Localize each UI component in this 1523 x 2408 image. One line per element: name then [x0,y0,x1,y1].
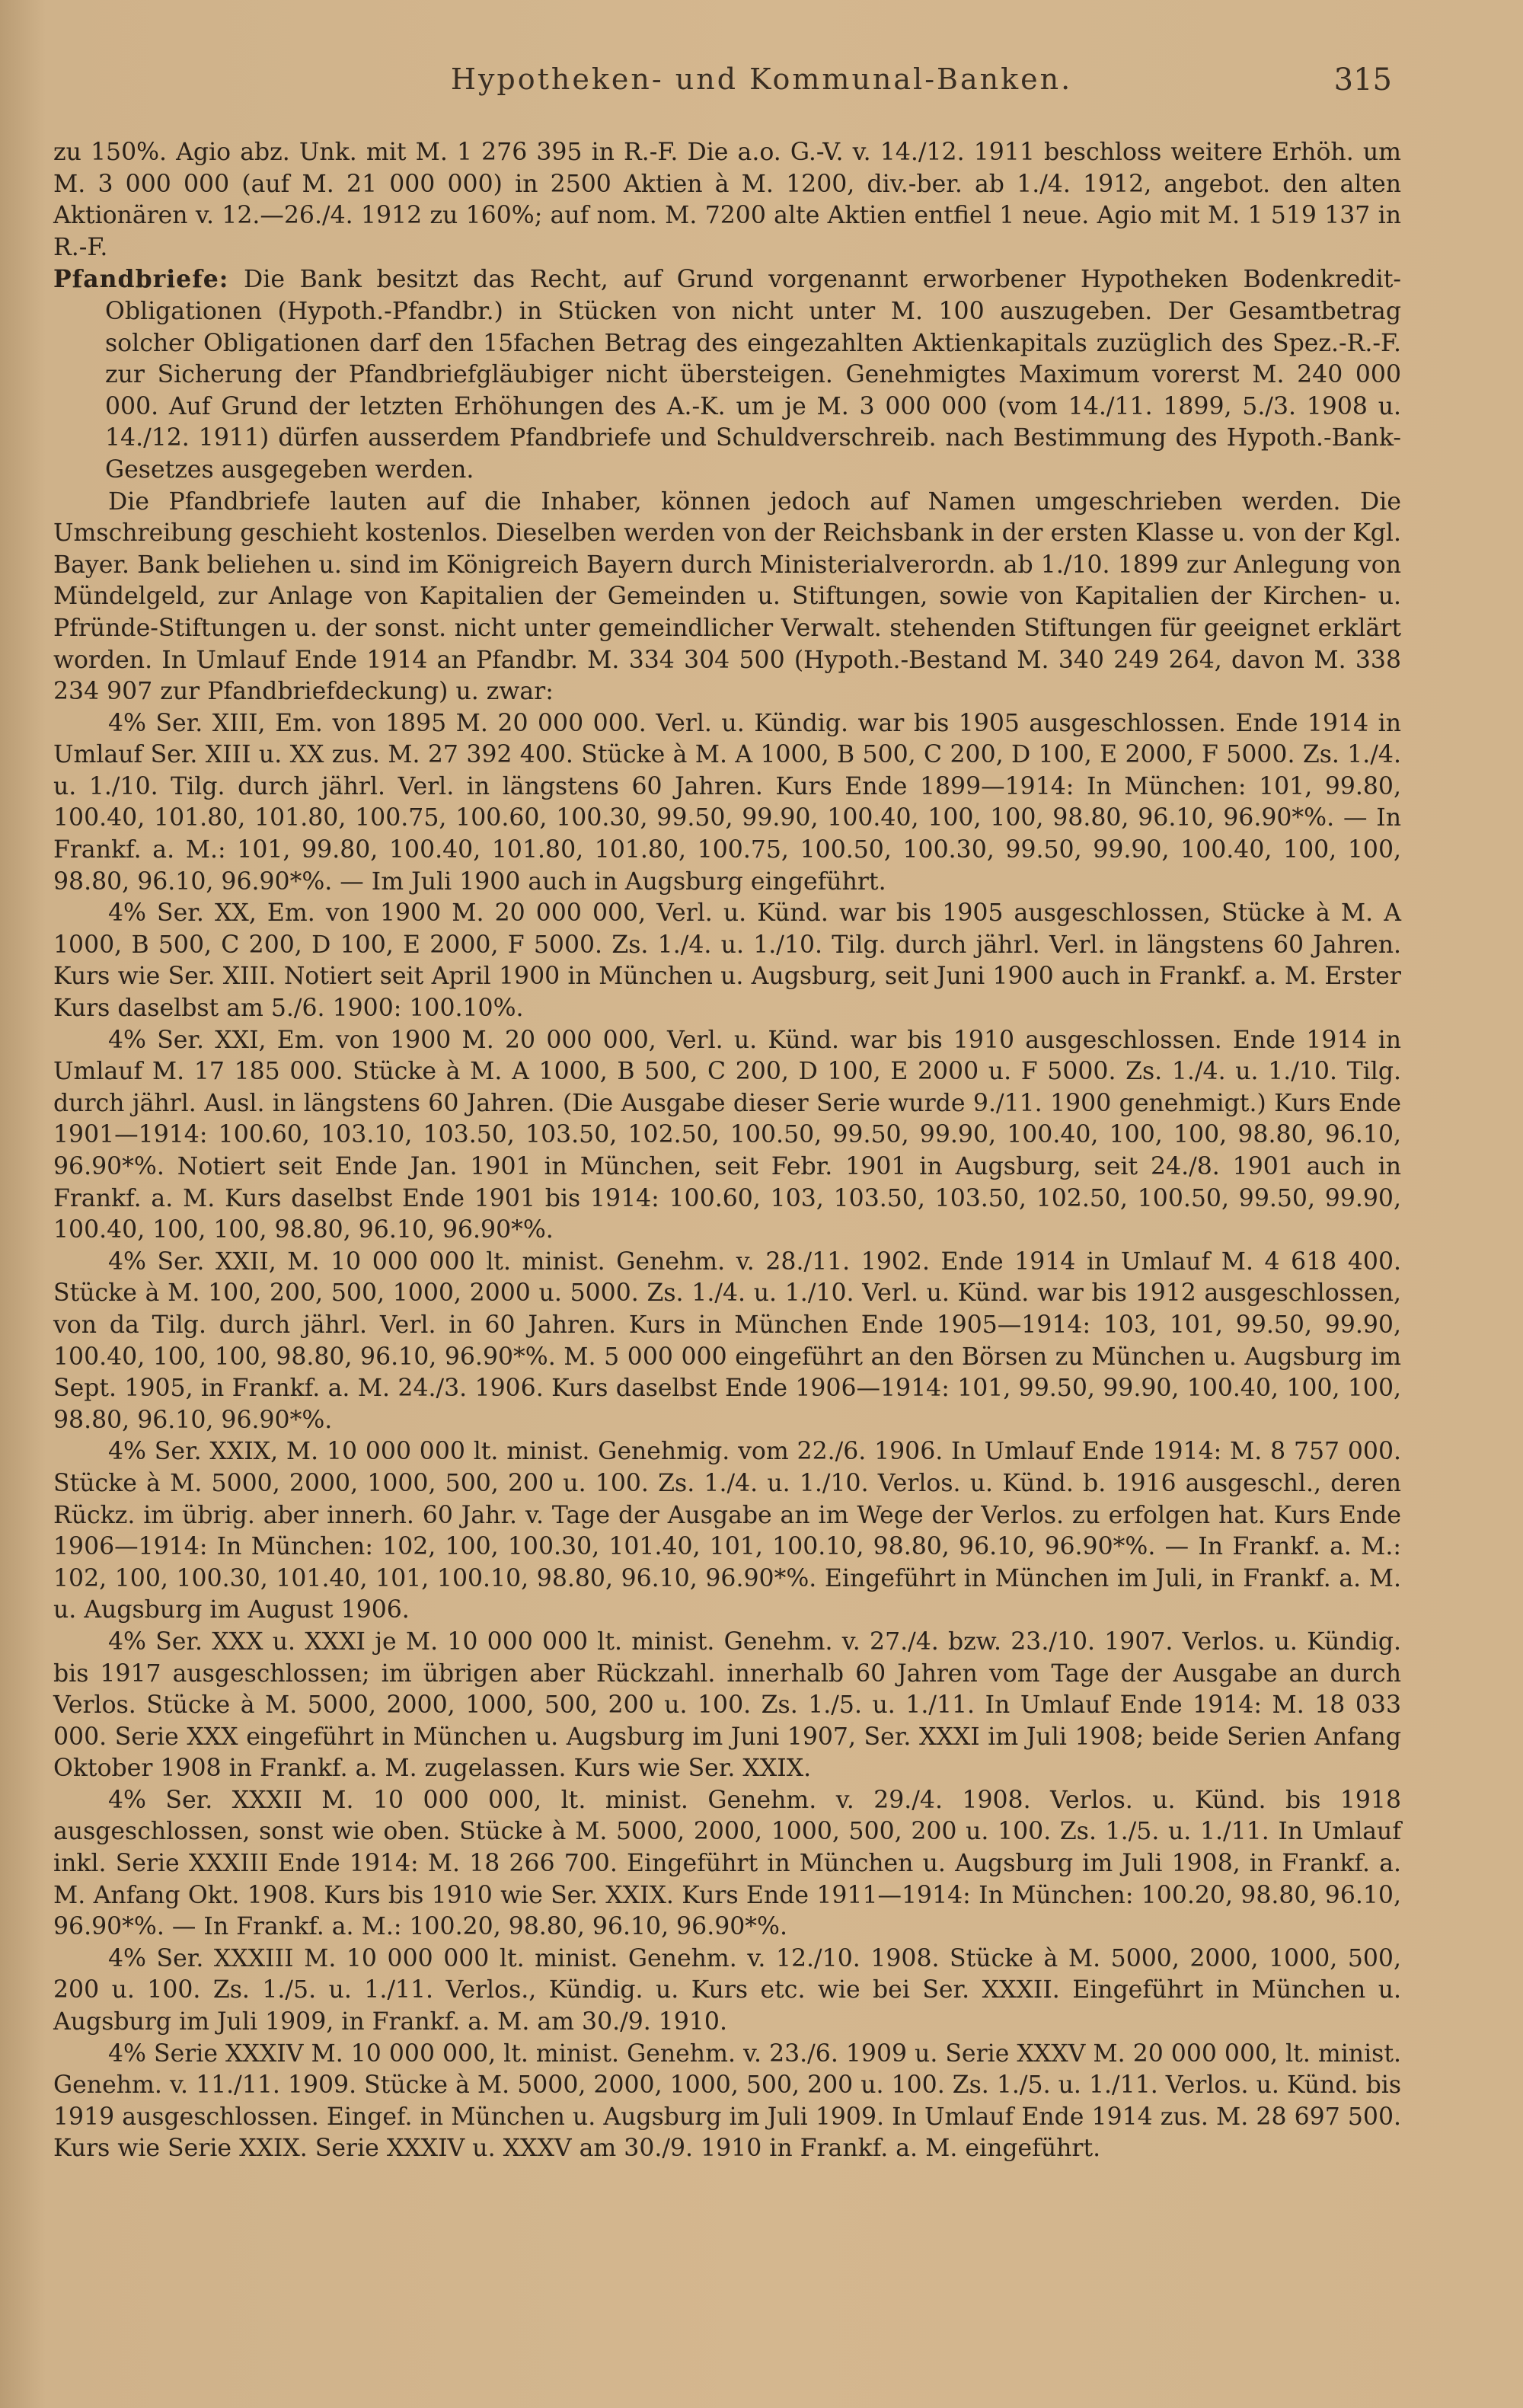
paragraph-ser-xxii: 4% Ser. XXII, M. 10 000 000 lt. minist. Genehm. v. 28./11. 1902. Ende 1914 in Umlauf M. 4 618 400. Stücke à M. 100, 200, 500, 1000, 2000 u. 5000. Zs. 1./4. u. 1./10. Verl. u. Künd. war bis 1912 ausgeschlossen, von da Tilg. durch jährl. Verl. in 60 Jahren. Kurs in München Ende 1905—1914: 103, 101, 99.50, 99.90, 100.40, 100, 100, 98.80, 96.10, 96.90*%. M. 5 000 000 eingeführt an den Börsen zu München u. Augsburg im Sept. 1905, in Frankf. a. M. 24./3. 1906. Kurs daselbst Ende 1906—1914: 101, 99.50, 99.90, 100.40, 100, 100, 98.80, 96.10, 96.90*%. [53,1247,1401,1434]
body-text [53,137,1401,2376]
paragraph-ser-xxxiii: 4% Ser. XXXIII M. 10 000 000 lt. minist. Genehm. v. 12./10. 1908. Stücke à M. 5000, 2000, 1000, 500, 200 u. 100. Zs. 1./5. u. 1./11. Verlos., Kündig. u. Kurs etc. wie bei Ser. XXXII. Eingeführt in München u. Augsburg im Juli 1909, in Frankf. a. M. am 30./9. 1910. [53,1944,1401,2036]
paragraph-ser-xxxii: 4% Ser. XXXII M. 10 000 000, lt. minist. Genehm. v. 29./4. 1908. Verlos. u. Künd. bis 1918 ausgeschlossen, sonst wie oben. Stücke à M. 5000, 2000, 1000, 500, 200 u. 100. Zs. 1./5. u. 1./11. In Umlauf inkl. Serie XXXIII Ende 1914: M. 18 266 700. Eingeführt in München u. Augsburg im Juli 1908, in Frankf. a. M. Anfang Okt. 1908. Kurs bis 1910 wie Ser. XXIX. Kurs Ende 1911—1914: In München: 100.20, 98.80, 96.10, 96.90*%. — In Frankf. a. M.: 100.20, 98.80, 96.10, 96.90*%. [53,1786,1401,1941]
pfandbriefe-text: Die Bank besitzt das Recht, auf Grund vorgenannt erworbener Hypotheken Bodenkredit-Obligationen (Hypoth.-Pfandbr.) in Stücken von nicht unter M. 100 auszugeben. Der Gesamtbetrag solcher Obligationen darf den 15fachen Betrag des eingezahlten Aktienkapitals zuzüglich des Spez.-R.-F. zur Sicherung der Pfandbriefgläubiger nicht übersteigen. Genehmigtes Maximum vorerst M. 240 000 000. Auf Grund der letzten Erhöhungen des A.-K. um je M. 3 000 000 (vom 14./11. 1899, 5./3. 1908 u. 14./12. 1911) dürfen ausserdem Pfandbriefe und Schuldverschreib. nach Bestimmung des Hypoth.-Bank-Gesetzes ausgegeben werden. [105,266,1401,484]
paragraph-ser-xxxiv-xxxv: 4% Serie XXXIV M. 10 000 000, lt. minist. Genehm. v. 23./6. 1909 u. Serie XXXV M. 20 000 000, lt. minist. Genehm. v. 11./11. 1909. Stücke à M. 5000, 2000, 1000, 500, 200 u. 100. Zs. 1./5. u. 1./11. Verlos. u. Künd. bis 1919 ausgeschlossen. Eingef. in München u. Augsburg im Juli 1909. In Umlauf Ende 1914 zus. M. 28 697 500. Kurs wie Serie XXIX. Serie XXXIV u. XXXV am 30./9. 1910 in Frankf. a. M. eingeführt. [53,2039,1401,2163]
paragraph-ser-xxi: 4% Ser. XXI, Em. von 1900 M. 20 000 000, Verl. u. Künd. war bis 1910 ausgeschlossen. Ende 1914 in Umlauf M. 17 185 000. Stücke à M. A 1000, B 500, C 200, D 100, E 2000 u. F 5000. Zs. 1./4. u. 1./10. Tilg. durch jährl. Ausl. in längstens 60 Jahren. (Die Ausgabe dieser Serie wurde 9./11. 1900 genehmigt.) Kurs Ende 1901—1914: 100.60, 103.10, 103.50, 103.50, 102.50, 100.50, 99.50, 99.90, 100.40, 100, 100, 98.80, 96.10, 96.90*%. Notiert seit Ende Jan. 1901 in München, seit Febr. 1901 in Augsburg, seit 24./8. 1901 auch in Frankf. a. M. Kurs daselbst Ende 1901 bis 1914: 100.60, 103, 103.50, 103.50, 102.50, 100.50, 99.50, 99.90, 100.40, 100, 100, 98.80, 96.10, 96.90*%. [53,1026,1401,1244]
paragraph-ser-xxx-xxxi: 4% Ser. XXX u. XXXI je M. 10 000 000 lt. minist. Genehm. v. 27./4. bzw. 23./10. 1907. Verlos. u. Kündig. bis 1917 ausgeschlossen; im übrigen aber Rückzahl. innerhalb 60 Jahren vom Tage der Ausgabe an durch Verlos. Stücke à M. 5000, 2000, 1000, 500, 200 u. 100. Zs. 1./5. u. 1./11. In Umlauf Ende 1914: M. 18 033 000. Serie XXX eingeführt in München u. Augsburg im Juni 1907, Ser. XXXI im Juli 1908; beide Serien Anfang Oktober 1908 in Frankf. a. M. zugelassen. Kurs wie Ser. XXIX. [53,1627,1401,1783]
page-number: 315 [1333,62,1392,97]
paragraph-pfandbriefe [53,263,1401,486]
paragraph-agio: zu 150%. Agio abz. Unk. mit M. 1 276 395 in R.-F. Die a.o. G.-V. v. 14./12. 1911 beschloss weitere Erhöh. um M. 3 000 000 (auf M. 21 000 000) in 2500 Aktien à M. 1200, div.-ber. ab 1./4. 1912, angebot. den alten Aktionären v. 12.—26./4. 1912 zu 160%; auf nom. M. 7200 alte Aktien entfiel 1 neue. Agio mit M. 1 519 137 in R.-F. [53,139,1401,261]
page-header [0,62,1523,116]
paragraph-ser-xiii: 4% Ser. XIII, Em. von 1895 M. 20 000 000. Verl. u. Kündig. war bis 1905 ausgeschlossen. Ende 1914 in Umlauf Ser. XIII u. XX zus. M. 27 392 400. Stücke à M. A 1000, B 500, C 200, D 100, E 2000, F 5000. Zs. 1./4. u. 1./10. Tilg. durch jährl. Verl. in längstens 60 Jahren. Kurs Ende 1899—1914: In München: 101, 99.80, 100.40, 101.80, 101.80, 100.75, 100.60, 100.30, 99.50, 99.90, 100.40, 100, 100, 98.80, 96.10, 96.90*%. — In Frankf. a. M.: 101, 99.80, 100.40, 101.80, 101.80, 100.75, 100.50, 100.30, 99.50, 99.90, 100.40, 100, 100, 98.80, 96.10, 96.90*%. — Im Juli 1900 auch in Augsburg eingeführt. [53,709,1401,896]
running-head: Hypotheken- und Kommunal-Banken. [450,62,1073,96]
term-pfandbriefe: Pfandbriefe: [53,265,229,294]
paragraph-ser-xxix: 4% Ser. XXIX, M. 10 000 000 lt. minist. Genehmig. vom 22./6. 1906. In Umlauf Ende 1914: M. 8 757 000. Stücke à M. 5000, 2000, 1000, 500, 200 u. 100. Zs. 1./4. u. 1./10. Verlos. u. Künd. b. 1916 ausgeschl., deren Rückz. im übrig. aber innerh. 60 Jahr. v. Tage der Ausgabe an im Wege der Verlos. zu erfolgen hat. Kurs Ende 1906—1914: In München: 102, 100, 100.30, 101.40, 101, 100.10, 98.80, 96.10, 96.90*%. — In Frankf. a. M.: 102, 100, 100.30, 101.40, 101, 100.10, 98.80, 96.10, 96.90*%. Eingeführt in München im Juli, in Frankf. a. M. u. Augsburg im August 1906. [53,1438,1401,1624]
paragraph-ser-xx: 4% Ser. XX, Em. von 1900 M. 20 000 000, Verl. u. Künd. war bis 1905 ausgeschlossen, Stücke à M. A 1000, B 500, C 200, D 100, E 2000, F 5000. Zs. 1./4. u. 1./10. Tilg. durch jährl. Verl. in längstens 60 Jahren. Kurs wie Ser. XIII. Notiert seit April 1900 in München u. Augsburg, seit Juni 1900 auch in Frankf. a. M. Erster Kurs daselbst am 5./6. 1900: 100.10%. [53,899,1401,1023]
paragraph-pfandbriefe-inhaber: Die Pfandbriefe lauten auf die Inhaber, können jedoch auf Namen umgeschrieben werden. Die Umschreibung geschieht kostenlos. Dieselben werden von der Reichsbank in der ersten Klasse u. von der Kgl. Bayer. Bank beliehen u. sind im Königreich Bayern durch Ministerialverordn. ab 1./10. 1899 zur Anlegung von Mündelgeld, zur Anlage von Kapitalien der Gemeinden u. Stiftungen, sowie von Kapitalien der Kirchen- u. Pfründe-Stiftungen u. der sonst. nicht unter gemeindlicher Verwalt. stehenden Stiftungen für geeignet erklärt worden. In Umlauf Ende 1914 an Pfandbr. M. 334 304 500 (Hypoth.-Bestand M. 340 249 264, davon M. 338 234 907 zur Pfandbriefdeckung) u. zwar: [53,487,1401,706]
